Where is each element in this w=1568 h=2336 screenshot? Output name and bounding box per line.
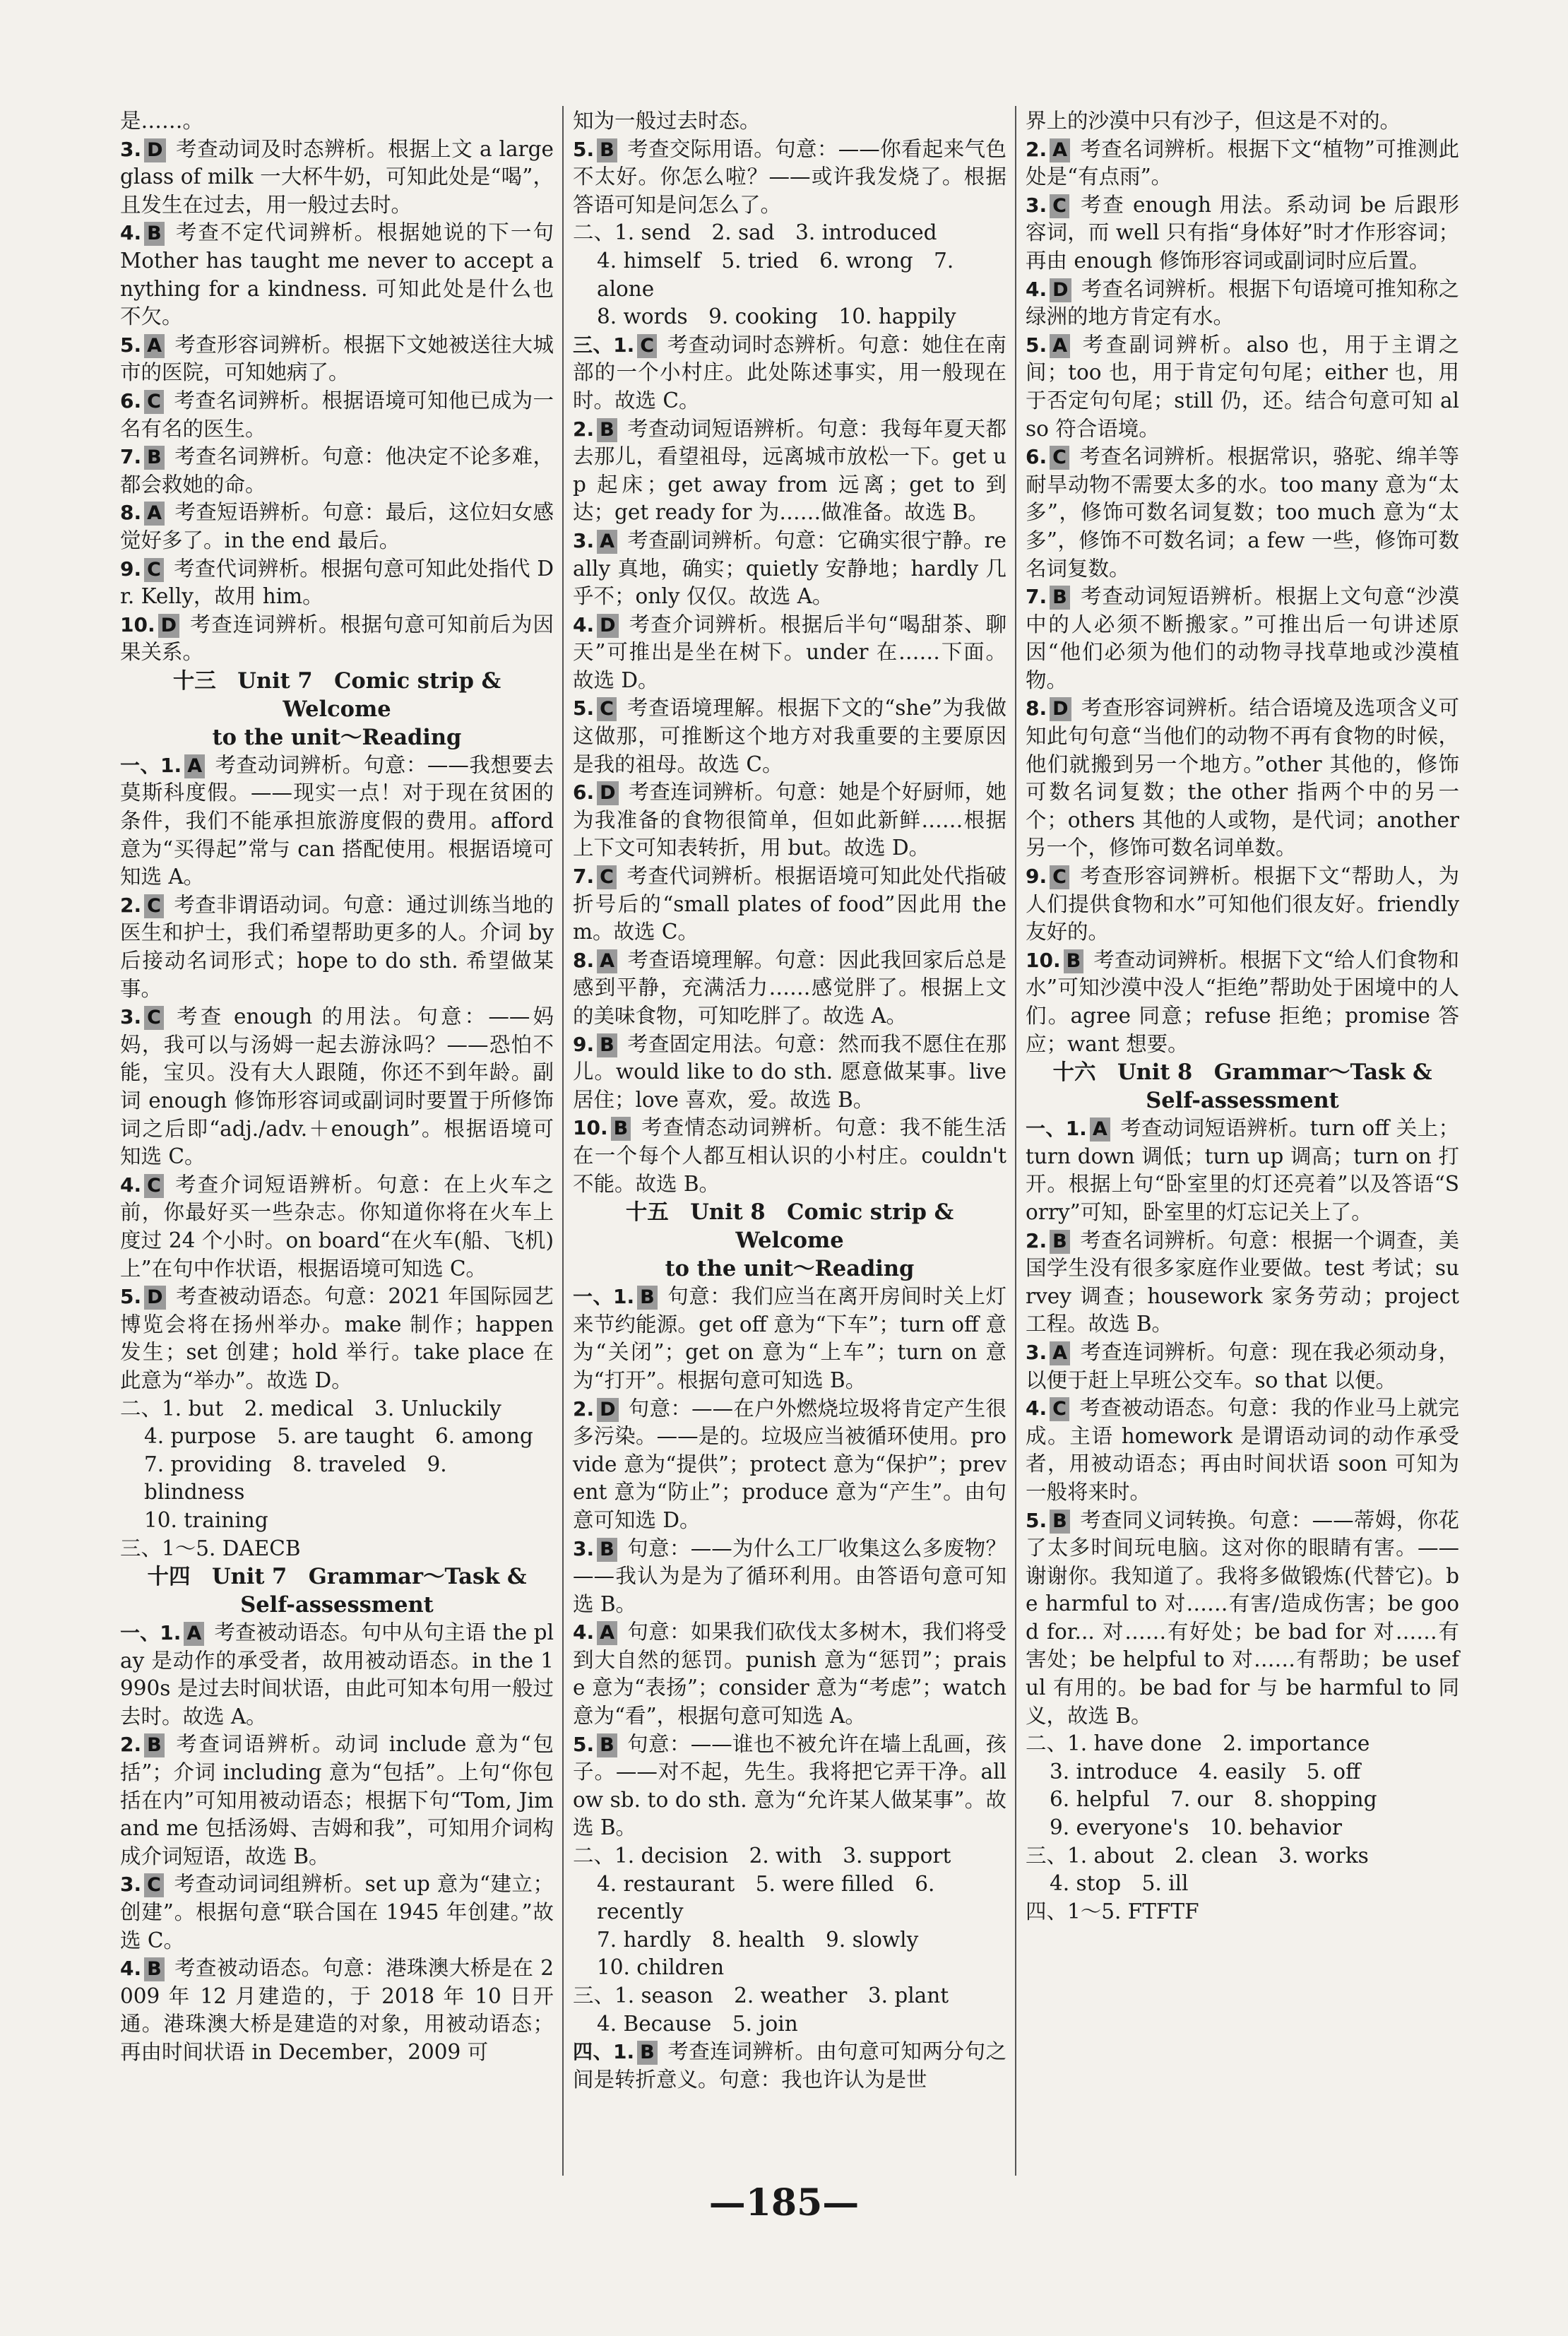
answer-item <box>1026 694 1459 862</box>
question-number: 2. <box>573 417 595 441</box>
explanation-text: 考查不定代词辨析。根据她说的下一句 Mother has taught me never to accept anything for a kindness. 可知此处是什么也不欠。 <box>120 220 554 329</box>
explanation-text: 考查同义词转换。句意：——蒂姆，你花了太多时间玩电脑。这对你的眼睛有害。——谢谢你。我知道了。我将多做锻炼(代替它)。be harmful to 对……有害/造成伤害；be good for... 对……有好处；be bad for 对……有害处；be helpful to 对……有帮助；be useful 有用的。be bad for 与 be harmful to 同义，故选 B。 <box>1026 1507 1459 1728</box>
question-number: 4. <box>1026 277 1047 301</box>
explanation-text: 句意：如果我们砍伐太多树木，我们将受到大自然的惩罚。punish 意为“惩罚”；praise 意为“表扬”；consider 意为“考虑”；watch 意为“看”，根据句意可知选 A。 <box>573 1620 1006 1729</box>
question-number: 10. <box>573 1116 608 1140</box>
answer-item <box>1026 1339 1459 1394</box>
answer-letter: A <box>1090 1117 1110 1142</box>
explanation-text: 考查名词辨析。根据语境可知他已成为一名有名的医生。 <box>120 388 554 441</box>
answer-item <box>1026 947 1459 1058</box>
explanation-text: 考查非谓语动词。句意：通过训练当地的医生和护士，我们希望帮助更多的人。介词 by 后接动名词形式；hope to do sth. 希望做某事。 <box>120 892 554 1001</box>
answer-letter: A <box>597 949 617 973</box>
answer-item <box>120 499 554 555</box>
answer-letter: B <box>597 418 617 442</box>
answer-item <box>1026 1507 1459 1731</box>
answer-item <box>573 1114 1006 1198</box>
answer-item <box>1026 275 1459 331</box>
explanation-text: 考查动词及时态辨析。根据上文 a large glass of milk 一大杯牛奶，可知此处是“喝”，且发生在过去，用一般过去时。 <box>120 136 554 217</box>
explanation-text: 考查代词辨析。根据语境可知此处代指破折号后的“small plates of food”因此用 them。故选 C。 <box>573 864 1006 944</box>
question-number: 2. <box>1026 137 1047 161</box>
explanation-text: 考查名词辨析。根据下句语境可推知称之绿洲的地方肯定有水。 <box>1026 276 1459 329</box>
answer-item <box>120 443 554 499</box>
section-heading-line: to the unit～Reading <box>665 1256 915 1282</box>
section-heading-line: Self-assessment <box>1146 1088 1339 1114</box>
column-divider <box>1015 106 1016 2176</box>
answer-item <box>1026 443 1459 583</box>
answer-item <box>120 555 554 611</box>
answer-item <box>1026 1394 1459 1506</box>
explanation-text: 考查名词辨析。根据常识，骆驼、绵羊等耐旱动物不需要太多的水。too many 意为“太多”，修饰可数名词复数；too much 意为“太多”，修饰不可数名词；a few 一些，修饰可数名词复数。 <box>1026 444 1459 581</box>
explanation-text: 考查词语辨析。动词 include 意为“包括”；介词 including 意为“包括”。上句“你包括在内”可知用被动语态；根据下句“Tom, Jim and me 包括汤姆、吉姆和我”，可知用介词构成介词短语，故选 B。 <box>120 1732 554 1868</box>
explanation-text: 句意：——在户外燃烧垃圾将肯定产生很多污染。——是的。垃圾应当被循环使用。provide 意为“提供”；protect 意为“保护”；prevent 意为“防止”；produce 意为“产生”。由句意可知选 D。 <box>573 1396 1006 1532</box>
answer-letter: C <box>1050 865 1069 889</box>
answer-line: 8. words 9. cooking 10. happily <box>597 304 956 329</box>
answer-item <box>573 694 1006 778</box>
answer-letter: B <box>597 138 617 162</box>
answer-letter: D <box>1050 278 1071 302</box>
answer-item <box>1026 1115 1459 1226</box>
answer-letter: C <box>144 1873 164 1897</box>
column-middle <box>573 107 1006 2094</box>
column-divider <box>562 106 564 2176</box>
answer-item <box>1026 191 1459 275</box>
question-number: 2. <box>573 1397 595 1421</box>
explanation-text: 考查动词辨析。句意：——我想要去莫斯科度假。——现实一点！对于现在贫困的条件，我们不能承担旅游度假的费用。afford 意为“买得起”常与 can 搭配使用。根据语境可知选 A。 <box>120 752 554 889</box>
question-number: 一、1. <box>120 1621 182 1645</box>
answer-item <box>1026 583 1459 694</box>
question-number: 10. <box>1026 948 1061 972</box>
question-number: 5. <box>120 333 142 357</box>
explanation-text: 考查动词时态辨析。句意：她住在南部的一个小村庄。此处陈述事实，用一般现在时。故选 C。 <box>573 332 1006 413</box>
answer-line: 10. children <box>597 1955 725 1980</box>
explanation-text: 考查名词辨析。句意：他决定不论多难，都会救她的命。 <box>120 444 554 497</box>
question-number: 三、1. <box>573 333 635 357</box>
answer-item <box>120 1731 554 1870</box>
question-number: 一、1. <box>1026 1117 1087 1141</box>
answer-line: 7. providing 8. traveled 9. blindness <box>144 1452 447 1505</box>
answer-item <box>573 331 1006 415</box>
explanation-text: 考查介词辨析。根据后半句“喝甜茶、聊天”可推出是坐在树下。under 在……下面。故选 D。 <box>573 612 1006 692</box>
section-heading <box>573 1198 1006 1283</box>
answer-letter: A <box>144 502 165 526</box>
answer-line: 二、1. decision 2. with 3. support <box>573 1844 951 1868</box>
answer-letter: C <box>597 697 617 721</box>
question-number: 10. <box>120 612 155 636</box>
question-number: 7. <box>120 445 142 469</box>
answer-letter: A <box>184 754 205 778</box>
answer-letter: B <box>1064 949 1084 973</box>
question-number: 6. <box>573 781 595 805</box>
explanation-text: 考查交际用语。句意：——你看起来气色不太好。你怎么啦？——或许我发烧了。根据答语可知是问怎么了。 <box>573 136 1006 217</box>
answer-letter: A <box>1050 334 1070 358</box>
answer-letter: C <box>1050 1397 1069 1421</box>
explanation-text: 句意：——为什么工厂收集这么多废物？——我认为是为了循环利用。由答语句意可知选 B。 <box>573 1536 1006 1616</box>
question-number: 3. <box>1026 1340 1047 1364</box>
answer-item <box>120 752 554 891</box>
explanation-text: 考查被动语态。句意：港珠澳大桥是在 2009 年 12 月建造的，于 2018 年 10 日开通。港珠澳大桥是建造的对象，用被动语态；再由时间状语 in December，2009 可 <box>120 1956 554 2064</box>
answer-item <box>120 387 554 443</box>
answer-line: 四、1～5. FTFTF <box>1026 1899 1199 1923</box>
answer-line: 7. hardly 8. health 9. slowly <box>597 1927 919 1952</box>
question-number: 5. <box>1026 333 1047 357</box>
section-heading-line: 十五 Unit 8 Comic strip & Welcome <box>625 1199 954 1254</box>
answer-letter: D <box>1050 697 1071 721</box>
answer-item <box>120 1171 554 1283</box>
continuation-text: 知为一般过去时态。 <box>573 109 761 133</box>
explanation-text: 考查动词短语辨析。句意：我每年夏天都去那儿，看望祖母，远离城市放松一下。get up 起床；get away from 远离；get to 到达；get ready for 为……做准备。故选 B。 <box>573 416 1006 525</box>
answer-line: 10. training <box>144 1507 268 1532</box>
answer-item <box>1026 1227 1459 1339</box>
question-number: 4. <box>120 221 142 245</box>
answer-item <box>120 1283 554 1394</box>
question-number: 3. <box>573 528 595 552</box>
answer-item <box>120 331 554 387</box>
question-number: 8. <box>120 501 142 525</box>
explanation-text: 考查 enough 的用法。句意：——妈妈，我可以与汤姆一起去游泳吗？——恐怕不能，宝贝。没有大人跟随，你还不到年龄。副词 enough 修饰形容词或副词时要置于所修饰词之后即“adj./adv.＋enough”。根据语境可知选 C。 <box>120 1004 554 1169</box>
question-number: 4. <box>573 1620 595 1644</box>
question-number: 8. <box>1026 696 1047 721</box>
question-number: 4. <box>120 1173 142 1197</box>
question-number: 6. <box>120 389 142 413</box>
section-heading-line: Self-assessment <box>240 1592 434 1618</box>
question-number: 9. <box>1026 865 1047 889</box>
explanation-text: 考查名词辨析。句意：根据一个调查，美国学生没有很多家庭作业要做。test 考试；survey 调查；housework 家务劳动；project 工程。故选 B。 <box>1026 1228 1459 1336</box>
answer-letter: B <box>597 1033 617 1057</box>
answer-letter: A <box>597 530 617 554</box>
answer-line: 9. everyone's 10. behavior <box>1050 1815 1343 1840</box>
explanation-text: 考查形容词辨析。结合语境及选项含义可知此句句意“当他们的动物不再有食物的时候，他们就搬到另一个地方。”other 其他的，修饰可数名词复数；the other 指两个中的另一个；others 其他的人或物，是代词；another 另一个，修饰可数名词单数。 <box>1026 696 1459 860</box>
answer-line: 4. stop 5. ill <box>1050 1871 1189 1896</box>
explanation-text: 考查连词辨析。句意：她是个好厨师，她为我准备的食物很简单，但如此新鲜……根据上下文可知表转折，用 but。故选 D。 <box>573 780 1006 860</box>
answer-item <box>573 1395 1006 1535</box>
explanation-text: 考查名词辨析。根据下文“植物”可推测此处是“有点雨”。 <box>1026 136 1459 189</box>
answer-letter: B <box>597 1733 617 1757</box>
section-heading-line: 十四 Unit 7 Grammar～Task & <box>147 1564 527 1590</box>
explanation-text: 考查动词短语辨析。turn off 关上；turn down 调低；turn up 调高；turn on 打开。根据上句“卧室里的灯还亮着”以及答语“Sorry”可知，卧室里的灯忘记关上了。 <box>1026 1116 1459 1224</box>
answer-letter: D <box>158 614 179 638</box>
answer-item <box>120 611 554 667</box>
explanation-text: 考查介词短语辨析。句意：在上火车之前，你最好买一些杂志。你知道你将在火车上度过 24 个小时。on board“在火车(船、飞机)上”在句中作状语，根据语境可知选 C。 <box>120 1172 554 1281</box>
page-number: —185— <box>708 2181 860 2224</box>
continuation-text: 是……。 <box>120 109 204 133</box>
question-number: 9. <box>573 1032 595 1056</box>
answer-item <box>573 527 1006 611</box>
answer-line: 二、1. send 2. sad 3. introduced <box>573 220 937 245</box>
explanation-text: 考查副词辨析。also 也，用于主谓之间；too 也，用于肯定句句尾；either 也，用于否定句句尾；still 仍，还。结合句意可知 also 符合语境。 <box>1026 332 1459 441</box>
explanation-text: 考查短语辨析。句意：最后，这位妇女感觉好多了。in the end 最后。 <box>120 500 554 552</box>
answer-item <box>120 1870 554 1955</box>
explanation-text: 考查副词辨析。句意：它确实很宁静。really 真地，确实；quietly 安静地；hardly 几乎不；only 仅仅。故选 A。 <box>573 528 1006 609</box>
answer-item <box>573 136 1006 220</box>
explanation-text: 考查动词辨析。根据下文“给人们食物和水”可知沙漠中没人“拒绝”帮助处于困境中的人们。agree 同意；refuse 拒绝；promise 答应；want 想要。 <box>1026 947 1459 1056</box>
section-heading-line: 十三 Unit 7 Comic strip & Welcome <box>172 668 501 722</box>
answer-letter: A <box>1050 1341 1070 1365</box>
answer-item <box>120 136 554 220</box>
answer-item <box>573 1618 1006 1730</box>
answer-letter: A <box>184 1622 204 1646</box>
question-number: 5. <box>1026 1508 1047 1532</box>
explanation-text: 考查连词辨析。根据句意可知前后为因果关系。 <box>120 612 554 665</box>
section-heading <box>120 1563 554 1619</box>
answer-letter: B <box>611 1117 631 1141</box>
question-number: 5. <box>573 137 595 161</box>
answer-line: 4. restaurant 5. were filled 6. recently <box>597 1871 935 1924</box>
explanation-text: 句意：我们应当在离开房间时关上灯来节约能源。get off 意为“下车”；turn off 意为“关闭”；get on 意为“上车”；turn on 意为“打开”。根据句意可知选 B。 <box>573 1284 1006 1392</box>
explanation-text: 句意：——谁也不被允许在墙上乱画，孩子。——对不起，先生。我将把它弄干净。allow sb. to do sth. 意为“允许某人做某事”。故选 B。 <box>573 1731 1006 1840</box>
answer-letter: C <box>144 1174 164 1198</box>
explanation-text: 考查连词辨析。由句意可知两分句之间是转折意义。句意：我也许认为是世 <box>573 2039 1006 2092</box>
answer-letter: B <box>1050 586 1070 610</box>
answer-letter: C <box>637 334 657 358</box>
answer-letter: B <box>1050 1510 1070 1534</box>
answer-line: 二、1. have done 2. importance <box>1026 1731 1370 1756</box>
answer-letter: B <box>1050 1230 1070 1254</box>
explanation-text: 考查语境理解。根据下文的“she”为我做这做那，可推断这个地方对我重要的主要原因是我的祖母。故选 C。 <box>573 696 1006 776</box>
answer-letter: D <box>144 138 165 162</box>
question-number: 3. <box>120 1005 142 1029</box>
explanation-text: 考查情态动词辨析。句意：我不能生活在一个每个人都互相认识的小村庄。couldn't 不能。故选 B。 <box>573 1115 1006 1196</box>
question-number: 2. <box>120 893 142 917</box>
explanation-text: 考查代词辨析。根据句意可知此处指代 Dr. Kelly，故用 him。 <box>120 556 554 609</box>
answer-line: 4. himself 5. tried 6. wrong 7. alone <box>597 248 954 301</box>
answer-item <box>573 2038 1006 2094</box>
answer-letter: C <box>144 390 164 414</box>
answer-item <box>1026 862 1459 947</box>
section-heading <box>120 667 554 752</box>
answer-line: 二、1. but 2. medical 3. Unluckily <box>120 1396 501 1421</box>
explanation-text: 考查被动语态。句意：2021 年国际园艺博览会将在扬州举办。make 制作；happen 发生；set 创建；hold 举行。take place 在此意为“举办”。故选 D。 <box>120 1284 554 1392</box>
answer-item <box>573 611 1006 695</box>
explanation-text: 考查被动语态。句意：我的作业马上就完成。主语 homework 是谓语动词的动作承受者，用被动语态；再由时间状语 soon 可知为一般将来时。 <box>1026 1396 1459 1504</box>
answer-item <box>573 1535 1006 1619</box>
question-number: 2. <box>1026 1228 1047 1252</box>
continuation-text: 界上的沙漠中只有沙子，但这是不对的。 <box>1026 109 1401 133</box>
explanation-text: 考查 enough 用法。系动词 be 后跟形容词，而 well 只有指“身体好”时才作形容词；再由 enough 修饰形容词或副词时应后置。 <box>1026 192 1459 273</box>
explanation-text: 考查动词词组辨析。set up 意为“建立；创建”。根据句意“联合国在 1945 年创建。”故选 C。 <box>120 1872 554 1952</box>
explanation-text: 考查连词辨析。句意：现在我必须动身，以便于赶上早班公交车。so that 以便。 <box>1026 1339 1459 1392</box>
answer-item <box>573 415 1006 527</box>
answer-letter: C <box>1050 446 1069 470</box>
question-number: 8. <box>573 948 595 972</box>
explanation-text: 考查动词短语辨析。根据上文句意“沙漠中的人必须不断搬家。”可推出后一句讲述原因“他们必须为他们的动物寻找草地或沙漠植物。 <box>1026 584 1459 692</box>
answer-letter: B <box>637 2041 658 2065</box>
answer-item <box>1026 136 1459 191</box>
answer-item <box>120 219 554 331</box>
section-heading-line: 十六 Unit 8 Grammar～Task & <box>1052 1060 1432 1086</box>
answer-line: 三、1. season 2. weather 3. plant <box>573 1984 949 2008</box>
question-number: 6. <box>1026 445 1047 469</box>
section-heading-line: to the unit～Reading <box>212 724 462 750</box>
answer-letter: A <box>144 334 165 358</box>
answer-line: 三、1～5. DAECB <box>120 1536 301 1560</box>
explanation-text: 考查形容词辨析。根据下文“帮助人，为人们提供食物和水”可知他们很友好。friendly 友好的。 <box>1026 864 1459 944</box>
answer-letter: B <box>144 446 165 470</box>
answer-item <box>573 862 1006 947</box>
question-number: 4. <box>1026 1397 1047 1421</box>
question-number: 3. <box>1026 193 1047 217</box>
answer-item <box>573 1731 1006 1842</box>
answer-item <box>120 1003 554 1171</box>
answer-letter: B <box>144 222 165 246</box>
answer-letter: C <box>144 558 164 582</box>
question-number: 2. <box>120 1733 142 1757</box>
question-number: 9. <box>120 557 142 581</box>
answer-letter: C <box>144 894 164 918</box>
question-number: 一、1. <box>120 753 182 777</box>
question-number: 7. <box>1026 585 1047 609</box>
answer-line: 3. introduce 4. easily 5. off <box>1050 1759 1361 1784</box>
answer-item <box>1026 331 1459 443</box>
answer-letter: C <box>597 865 617 889</box>
answer-letter: D <box>597 1398 618 1422</box>
explanation-text: 考查固定用法。句意：然而我不愿住在那儿。would like to do sth. 愿意做某事。live 居住；love 喜欢，爱。故选 B。 <box>573 1031 1006 1112</box>
section-heading <box>1026 1058 1459 1115</box>
answer-item <box>573 947 1006 1031</box>
answer-letter: C <box>1050 194 1069 218</box>
answer-item <box>573 1283 1006 1394</box>
question-number: 7. <box>573 865 595 889</box>
answer-item <box>573 778 1006 862</box>
explanation-text: 考查形容词辨析。根据下文她被送往大城市的医院，可知她病了。 <box>120 332 554 385</box>
column-right <box>1026 107 1459 1926</box>
answer-letter: B <box>144 1957 165 1981</box>
question-number: 一、1. <box>573 1285 635 1309</box>
answer-letter: C <box>144 1006 164 1030</box>
answer-letter: A <box>1050 138 1070 162</box>
answer-line: 4. purpose 5. are taught 6. among <box>144 1424 533 1449</box>
explanation-text: 考查被动语态。句中从句主语 the play 是动作的承受者，故用被动语态。in the 1990s 是过去时间状语，由此可知本句用一般过去时。故选 A。 <box>120 1620 554 1729</box>
question-number: 4. <box>120 1957 142 1981</box>
answer-letter: D <box>597 781 618 805</box>
answer-line: 6. helpful 7. our 8. shopping <box>1050 1787 1377 1812</box>
answer-letter: A <box>597 1621 617 1645</box>
answer-item <box>120 891 554 1003</box>
answer-letter: D <box>144 1286 165 1310</box>
answer-item <box>120 1619 554 1731</box>
question-number: 5. <box>120 1285 142 1309</box>
answer-letter: B <box>597 1538 617 1562</box>
answer-line: 三、1. about 2. clean 3. works <box>1026 1843 1369 1868</box>
question-number: 3. <box>120 137 142 161</box>
answer-letter: B <box>637 1286 658 1310</box>
question-number: 3. <box>573 1536 595 1560</box>
question-number: 4. <box>573 612 595 636</box>
question-number: 3. <box>120 1873 142 1897</box>
answer-item <box>573 1031 1006 1115</box>
answer-item <box>120 1955 554 2066</box>
question-number: 5. <box>573 1732 595 1756</box>
answer-line: 4. Because 5. join <box>597 2011 798 2036</box>
column-left <box>120 107 554 2067</box>
answer-letter: D <box>597 614 618 638</box>
explanation-text: 考查语境理解。句意：因此我回家后总是感到平静，充满活力……感觉胖了。根据上文的美味食物，可知吃胖了。故选 A。 <box>573 947 1006 1028</box>
question-number: 5. <box>573 696 595 721</box>
answer-letter: B <box>144 1733 165 1757</box>
question-number: 四、1. <box>573 2040 635 2064</box>
